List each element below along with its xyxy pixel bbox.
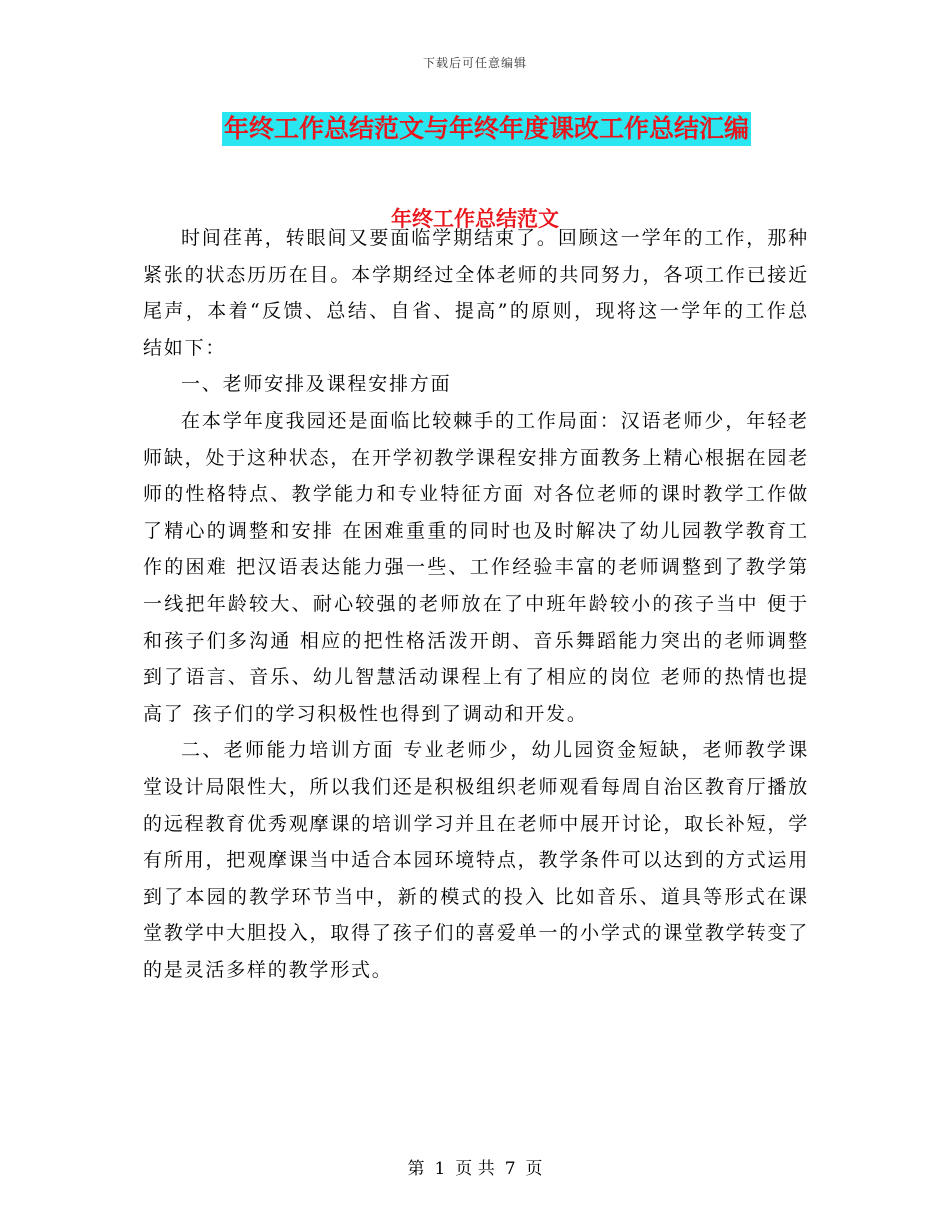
paragraph-teacher-arrangement: 在本学年度我园还是面临比较棘手的工作局面：汉语老师少，年轻老师缺，处于这种状态，在开学初教学课程安排方面教务上精心根据在园老师的性格特点、教学能力和专业特征方面 对各位老师的课时教学工作做了精心的调整和安排 在困难重重的同时也及时解决了幼儿园教学教育工作的困难 把汉语表达能力强一些、工作经验丰富的老师调整到了教学第一线把年龄较大、耐心较强的老师放在了中班年龄较小的孩子当中 便于和孩子们多沟通 相应的把性格活泼开朗、音乐舞蹈能力突出的老师调整到了语言、音乐、幼儿智慧活动课程上有了相应的岗位 老师的热情也提高了 孩子们的学习积极性也得到了调动和开发。 [143,409,809,725]
page-middle: 页 共 [455,1159,495,1179]
document-title: 年终工作总结范文与年终年度课改工作总结汇编 [222,112,751,146]
page-current: 1 [434,1159,446,1179]
page-prefix: 第 [407,1159,425,1179]
paragraph-intro: 时间荏苒，转眼间又要面临学期结束了。回顾这一学年的工作，那种紧张的状态历历在目。本学期经过全体老师的共同努力，各项工作已接近尾声，本着“反馈、总结、自省、提高”的原则，现将这一学年的工作总结如下： [143,227,809,359]
paragraph-training: 二、老师能力培训方面 专业老师少，幼儿园资金短缺，老师教学课堂设计局限性大，所以我们还是积极组织老师观看每周自治区教育厅播放的远程教育优秀观摩课的培训学习并且在老师中展开讨论，取长补短，学有所用，把观摩课当中适合本园环境特点，教学条件可以达到的方式运用到了本园的教学环节当中，新的模式的投入 比如音乐、道具等形式在课堂教学中大胆投入，取得了孩子们的喜爱单一的小学式的课堂教学转变了 的是灵活多样的教学形式。 [143,739,809,981]
page-footer [0,1154,950,1179]
document-body [143,220,809,988]
page-total: 7 [504,1159,516,1179]
paragraph-heading-1: 一、老师安排及课程安排方面 [181,373,452,396]
header-note: 下载后可任意编辑 [422,56,527,70]
section-title: 年终工作总结范文 [391,206,559,231]
page-suffix: 页 [525,1159,543,1179]
